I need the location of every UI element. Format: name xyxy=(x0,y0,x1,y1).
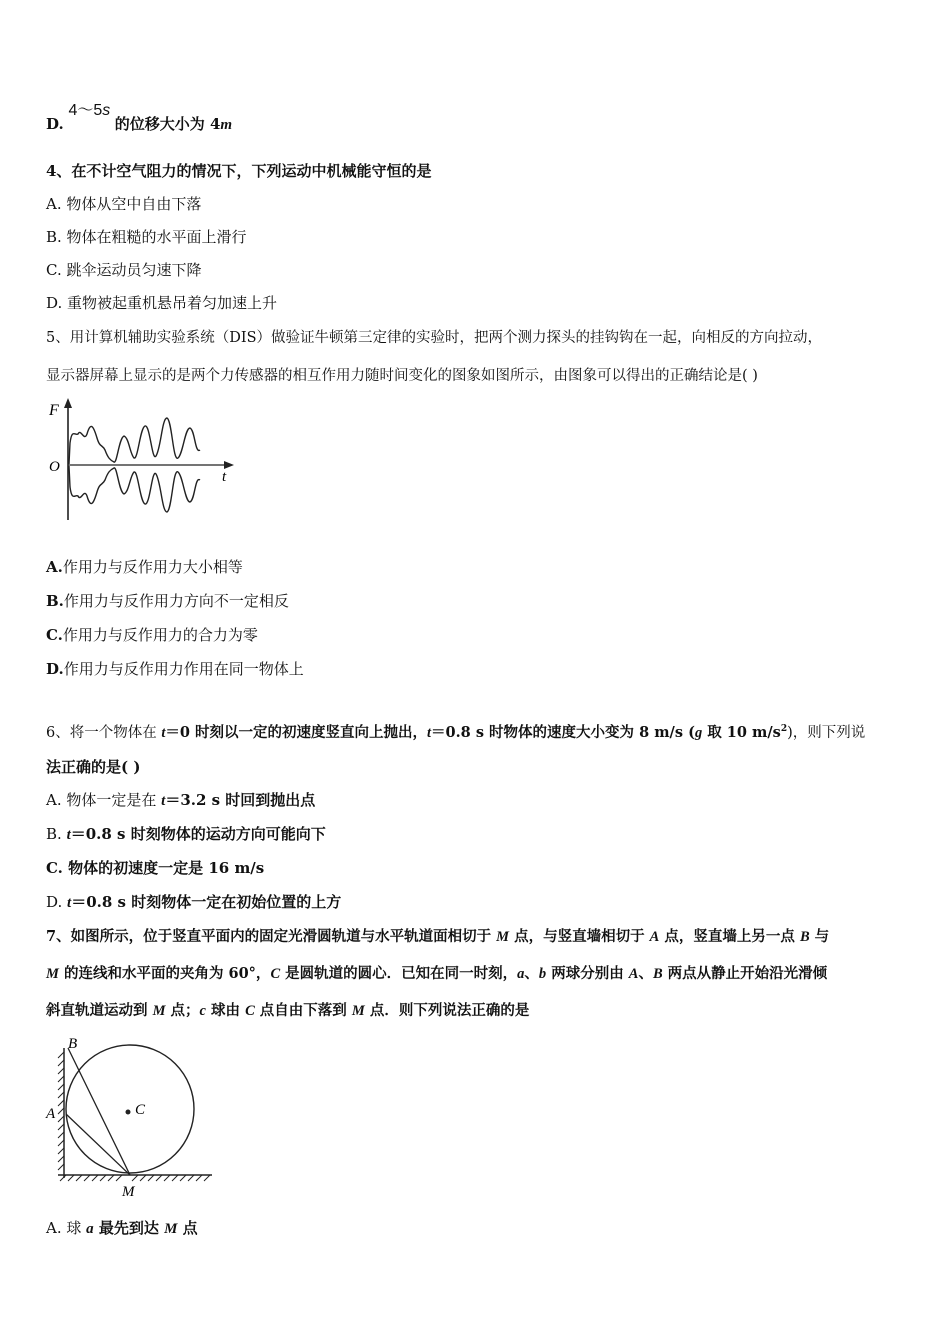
circular-track xyxy=(66,1045,194,1173)
q6-option-d: D. t＝0.8 s 时刻物体一定在初始位置的上方 xyxy=(46,893,342,911)
q5-stem-line2: 显示器屏幕上显示的是两个力传感器的相互作用力随时间变化的图象如图所示，由图象可以得出的正确结论是( ) xyxy=(46,368,758,384)
q7-stem-line3: 斜直轨道运动到 M 点；c 球由 C 点自由下落到 M 点．则下列说法正确的是 xyxy=(46,1002,530,1019)
track-am xyxy=(66,1114,130,1175)
q7-stem-line2: M 的连线和水平面的夹角为 60°，C 是圆轨道的圆心．已知在同一时刻，a、b 两球分别由 A、B 两点从静止开始沿光滑倾 xyxy=(46,965,828,982)
q5-option-a: A.作用力与反作用力大小相等 xyxy=(46,558,243,576)
q5-option-d: D.作用力与反作用力作用在同一物体上 xyxy=(46,660,304,678)
q7-option-a: A. 球 a 最先到达 M 点 xyxy=(46,1219,198,1237)
q6-option-b: B. t＝0.8 s 时刻物体的运动方向可能向下 xyxy=(46,825,326,843)
q5-stem-line1: 5、用计算机辅助实验系统（DIS）做验证牛顿第三定律的实验时，把两个测力探头的挂钩钩在一起，向相反的方向拉动， xyxy=(46,330,823,346)
q5-option-c: C.作用力与反作用力的合力为零 xyxy=(46,626,258,644)
q4-option-d: D. 重物被起重机悬吊着匀加速上升 xyxy=(46,294,278,312)
q6-option-a: A. 物体一定是在 t＝3.2 s 时回到抛出点 xyxy=(46,791,316,809)
circle-track-figure xyxy=(40,1030,220,1200)
q4-stem: 4、在不计空气阻力的情况下，下列运动中机械能守恒的是 xyxy=(46,162,432,180)
q6-stem-line2: 法正确的是( ) xyxy=(46,758,141,776)
q3-option-d xyxy=(46,100,233,133)
q4-option-c: C. 跳伞运动员匀速下降 xyxy=(46,261,202,279)
q5-option-b: B.作用力与反作用力方向不一定相反 xyxy=(46,592,289,610)
label-b: B xyxy=(68,1036,78,1052)
ground-hatching xyxy=(58,1175,212,1181)
label-c: C xyxy=(135,1102,146,1118)
force-curve-lower xyxy=(69,466,200,512)
label-m: M xyxy=(122,1184,135,1200)
axis-label-t: t xyxy=(222,469,227,485)
q6-stem-line1: 6、将一个物体在 t＝0 时刻以一定的初速度竖直向上抛出，t＝0.8 s 时物体的速度大小变为 8 m/s (g 取 10 $m/s^2$)，则下列说 xyxy=(46,723,866,741)
t-axis-arrow xyxy=(224,461,234,469)
center-point xyxy=(126,1110,131,1115)
label-a: A xyxy=(46,1106,56,1122)
f-axis-arrow xyxy=(64,398,72,408)
q4-option-a: A. 物体从空中自由下落 xyxy=(46,195,202,213)
q4-option-b: B. 物体在粗糙的水平面上滑行 xyxy=(46,228,247,246)
wall-hatching xyxy=(58,1048,64,1178)
time-interval: 4～5s xyxy=(68,102,111,119)
q7-stem-line1: 7、如图所示，位于竖直平面内的固定光滑圆轨道与水平轨道面相切于 M 点，与竖直墙相切于 A 点，竖直墙上另一点 B 与 xyxy=(46,928,830,945)
axis-label-f: F xyxy=(49,402,59,419)
track-bm xyxy=(68,1048,130,1175)
option-letter: D. xyxy=(46,115,64,133)
q6-option-c: C. 物体的初速度一定是 16 m/s xyxy=(46,859,265,877)
origin-label: O xyxy=(49,459,60,475)
option-text: 的位移大小为 4m xyxy=(114,115,233,133)
force-time-graph xyxy=(44,398,244,523)
force-curve-upper xyxy=(69,418,200,464)
